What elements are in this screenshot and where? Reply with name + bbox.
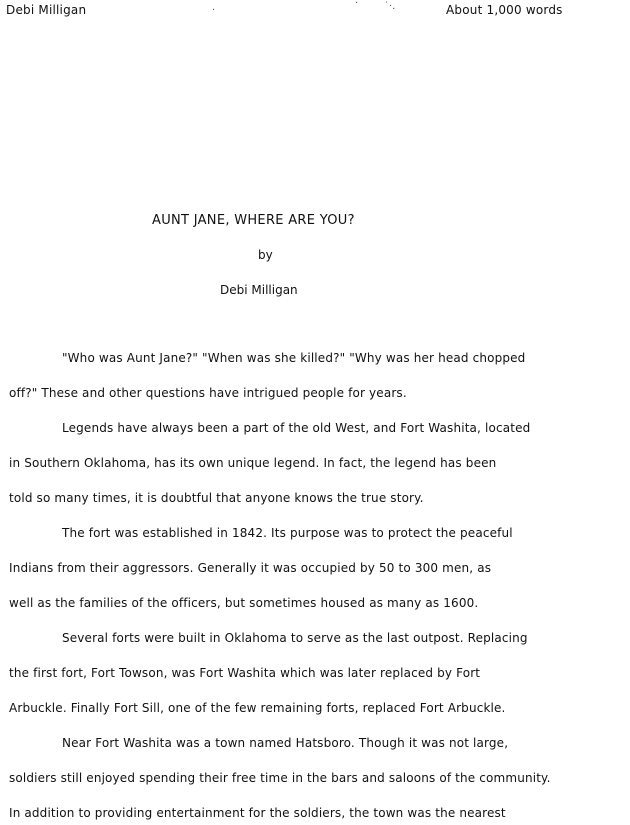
body-line: soldiers still enjoyed spending their free time in the bars and saloons of the community. xyxy=(9,771,551,785)
body-line: well as the families of the officers, but sometimes housed as many as 1600. xyxy=(9,596,479,610)
body-line: told so many times, it is doubtful that anyone knows the true story. xyxy=(9,491,424,505)
byline-by: by xyxy=(258,248,273,262)
body-line: off?" These and other questions have intrigued people for years. xyxy=(9,386,407,400)
body-line: Several forts were built in Oklahoma to serve as the last outpost. Replacing xyxy=(62,631,528,645)
header-word-count: About 1,000 words xyxy=(446,3,563,17)
body-line: Near Fort Washita was a town named Hatsboro. Though it was not large, xyxy=(62,736,509,750)
body-line: In addition to providing entertainment for the soldiers, the town was the nearest xyxy=(9,806,506,820)
body-line: the first fort, Fort Towson, was Fort Washita which was later replaced by Fort xyxy=(9,666,481,680)
body-line: The fort was established in 1842. Its purpose was to protect the peaceful xyxy=(62,526,513,540)
body-line: Arbuckle. Finally Fort Sill, one of the few remaining forts, replaced Fort Arbuckle. xyxy=(9,701,506,715)
body-line: Indians from their aggressors. Generally it was occupied by 50 to 300 men, as xyxy=(9,561,492,575)
ink-speck: · xyxy=(212,5,216,16)
body-line: Legends have always been a part of the old West, and Fort Washita, located xyxy=(62,421,531,435)
header-author: Debi Milligan xyxy=(6,3,87,17)
story-title: AUNT JANE, WHERE ARE YOU? xyxy=(152,213,355,228)
ink-speck: · xyxy=(355,0,359,9)
body-line: "Who was Aunt Jane?" "When was she killed?" "Why was her head chopped xyxy=(62,351,526,365)
byline-author: Debi Milligan xyxy=(220,283,298,297)
body-line: in Southern Oklahoma, has its own unique legend. In fact, the legend has been xyxy=(9,456,497,470)
ink-speck: ˙·. xyxy=(384,1,396,12)
